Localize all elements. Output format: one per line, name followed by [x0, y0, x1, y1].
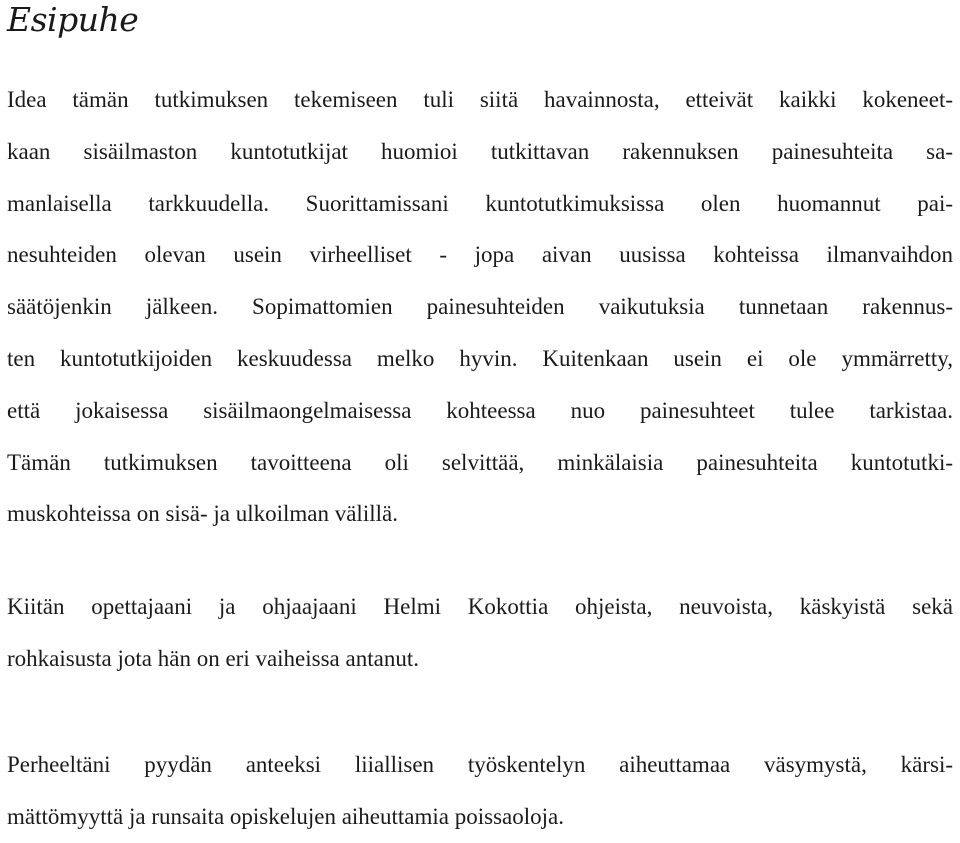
text-line: säätöjenkin jälkeen. Sopimattomien painesuhteiden vaikutuksia tunnetaan rakennus-: [7, 294, 953, 320]
text-line: Idea tämän tutkimuksen tekemiseen tuli siitä havainnosta, etteivät kaikki kokeneet-: [7, 87, 953, 112]
text-line: rohkaisusta jota hän on eri vaiheissa antanut.: [7, 645, 419, 671]
paragraph-thanks-supervisor: [7, 581, 953, 685]
text-line: ten kuntotutkijoiden keskuudessa melko hyvin. Kuitenkaan usein ei ole ymmärretty,: [7, 345, 953, 371]
paragraph-thanks-family: [7, 739, 953, 843]
text-line: Tämän tutkimuksen tavoitteena oli selvittää, minkälaisia painesuhteita kuntotutki-: [7, 449, 953, 475]
text-line: mättömyyttä ja runsaita opiskelujen aiheuttamia poissaoloja.: [7, 803, 564, 829]
text-line: Kiitän opettajaani ja ohjaajaani Helmi Kokottia ohjeista, neuvoista, käskyistä sekä: [7, 594, 953, 619]
page-title: Esipuhe: [7, 0, 139, 39]
text-line: nesuhteiden olevan usein virheelliset - jopa aivan uusissa kohteissa ilmanvaihdon: [7, 242, 953, 268]
paragraph-intro: [7, 74, 953, 540]
text-line: manlaisella tarkkuudella. Suorittamissani kuntotutkimuksissa olen huomannut pai-: [7, 190, 953, 216]
text-line: muskohteissa on sisä- ja ulkoilman välillä.: [7, 501, 398, 527]
text-line: että jokaisessa sisäilmaongelmaisessa kohteessa nuo painesuhteet tulee tarkistaa.: [7, 397, 953, 423]
text-line: Perheeltäni pyydän anteeksi liiallisen työskentelyn aiheuttamaa väsymystä, kärsi-: [7, 752, 953, 777]
text-line: kaan sisäilmaston kuntotutkijat huomioi tutkittavan rakennuksen painesuhteita sa-: [7, 138, 953, 164]
